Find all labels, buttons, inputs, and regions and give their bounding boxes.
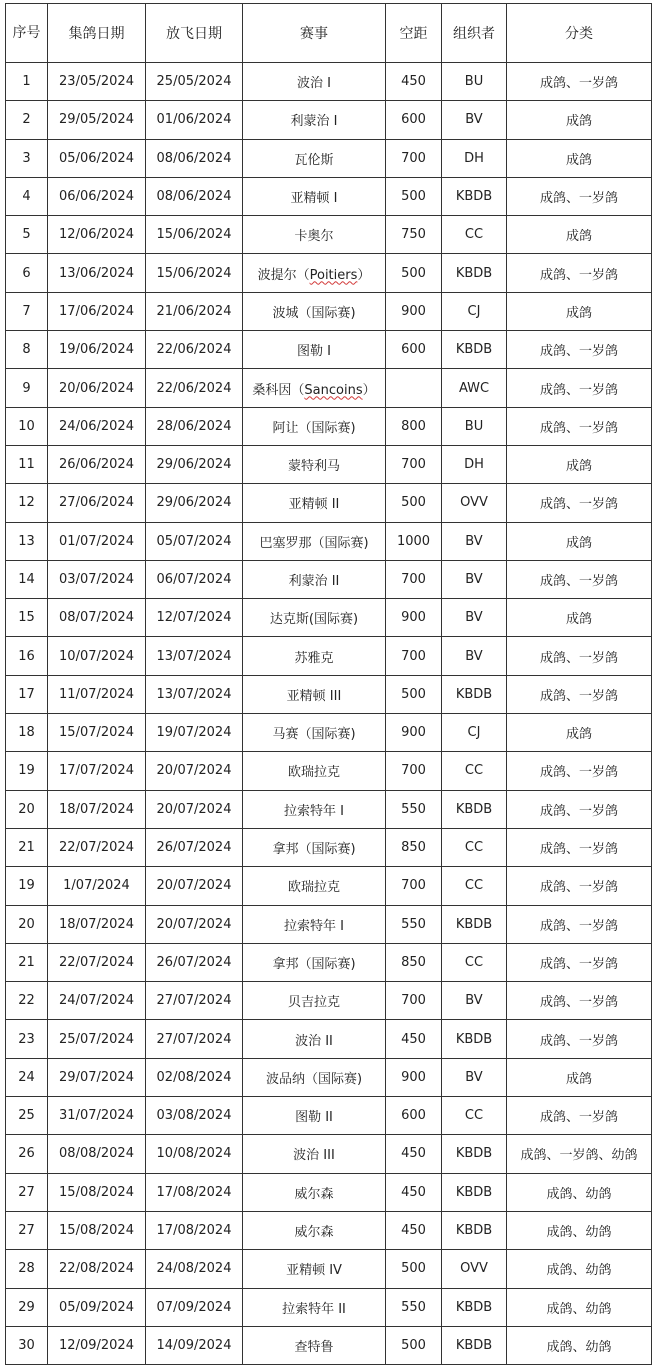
seq-cell: 10 [6, 407, 48, 445]
race-name-cell: 亚精顿 II [243, 484, 386, 522]
release-date-cell: 19/07/2024 [146, 714, 243, 752]
organizer-cell: BV [442, 599, 507, 637]
distance-cell: 850 [386, 828, 442, 866]
gather-date-cell: 03/07/2024 [48, 560, 146, 598]
table-row [6, 1020, 652, 1058]
distance-cell: 600 [386, 1097, 442, 1135]
table-row [6, 331, 652, 369]
distance-cell: 450 [386, 1173, 442, 1211]
gather-date-cell: 31/07/2024 [48, 1097, 146, 1135]
organizer-cell: BV [442, 637, 507, 675]
release-date-cell: 28/06/2024 [146, 407, 243, 445]
seq-cell: 22 [6, 982, 48, 1020]
organizer-cell: BU [442, 407, 507, 445]
gather-date-cell: 29/05/2024 [48, 101, 146, 139]
seq-cell: 20 [6, 905, 48, 943]
table-row [6, 752, 652, 790]
race-name-cell: 蒙特利马 [243, 445, 386, 483]
organizer-cell: OVV [442, 1250, 507, 1288]
category-cell: 成鸽、一岁鸽 [507, 407, 652, 445]
category-cell: 成鸽、一岁鸽 [507, 560, 652, 598]
table-row [6, 177, 652, 215]
header-row [6, 4, 652, 63]
race-name-cell: 拉索特年 II [243, 1288, 386, 1326]
distance-cell: 700 [386, 867, 442, 905]
table-row [6, 445, 652, 483]
gather-date-cell: 10/07/2024 [48, 637, 146, 675]
organizer-cell: KBDB [442, 905, 507, 943]
seq-cell: 21 [6, 828, 48, 866]
seq-cell: 1 [6, 63, 48, 101]
table-row [6, 522, 652, 560]
release-date-cell: 20/07/2024 [146, 790, 243, 828]
latin-name-text: Sancoins [304, 382, 363, 398]
seq-cell: 17 [6, 675, 48, 713]
race-name-cell: 拉索特年 I [243, 905, 386, 943]
gather-date-cell: 11/07/2024 [48, 675, 146, 713]
release-date-cell: 25/05/2024 [146, 63, 243, 101]
category-cell: 成鸽、幼鸽 [507, 1326, 652, 1364]
category-cell: 成鸽、一岁鸽 [507, 1020, 652, 1058]
race-name-cell: 亚精顿 IV [243, 1250, 386, 1288]
organizer-cell: CC [442, 752, 507, 790]
table-row [6, 982, 652, 1020]
header-seq: 序号 [6, 4, 48, 63]
organizer-cell: CC [442, 828, 507, 866]
gather-date-cell: 15/08/2024 [48, 1173, 146, 1211]
header-organizer: 组织者 [442, 4, 507, 63]
header-category: 分类 [507, 4, 652, 63]
gather-date-cell: 06/06/2024 [48, 177, 146, 215]
race-name-cell: 卡奥尔 [243, 216, 386, 254]
seq-cell: 26 [6, 1135, 48, 1173]
race-name-cell: 阿让（国际赛) [243, 407, 386, 445]
release-date-cell: 22/06/2024 [146, 331, 243, 369]
distance-cell: 550 [386, 790, 442, 828]
organizer-cell: CJ [442, 714, 507, 752]
category-cell: 成鸽、一岁鸽 [507, 1097, 652, 1135]
distance-cell: 500 [386, 484, 442, 522]
organizer-cell: KBDB [442, 177, 507, 215]
table-row [6, 675, 652, 713]
organizer-cell: KBDB [442, 1173, 507, 1211]
release-date-cell: 05/07/2024 [146, 522, 243, 560]
release-date-cell: 06/07/2024 [146, 560, 243, 598]
seq-cell: 28 [6, 1250, 48, 1288]
seq-cell: 2 [6, 101, 48, 139]
header-distance: 空距 [386, 4, 442, 63]
seq-cell: 7 [6, 292, 48, 330]
category-cell: 成鸽、一岁鸽 [507, 905, 652, 943]
table-row [6, 1173, 652, 1211]
organizer-cell: AWC [442, 369, 507, 407]
distance-cell: 600 [386, 101, 442, 139]
gather-date-cell: 22/07/2024 [48, 943, 146, 981]
table-row [6, 714, 652, 752]
table-row [6, 369, 652, 407]
race-name-cell: 图勒 II [243, 1097, 386, 1135]
release-date-cell: 20/07/2024 [146, 752, 243, 790]
table-row [6, 828, 652, 866]
gather-date-cell: 19/06/2024 [48, 331, 146, 369]
organizer-cell: KBDB [442, 1326, 507, 1364]
table-row [6, 560, 652, 598]
race-name-cell: 利蒙治 II [243, 560, 386, 598]
category-cell: 成鸽、一岁鸽 [507, 637, 652, 675]
release-date-cell: 15/06/2024 [146, 254, 243, 292]
organizer-cell: BV [442, 982, 507, 1020]
table-row [6, 63, 652, 101]
race-name-cell: 苏雅克 [243, 637, 386, 675]
category-cell: 成鸽、一岁鸽 [507, 943, 652, 981]
header-release-date: 放飞日期 [146, 4, 243, 63]
seq-cell: 24 [6, 1058, 48, 1096]
organizer-cell: CC [442, 867, 507, 905]
race-name-cell: 马赛（国际赛) [243, 714, 386, 752]
table-row [6, 867, 652, 905]
gather-date-cell: 05/06/2024 [48, 139, 146, 177]
release-date-cell: 07/09/2024 [146, 1288, 243, 1326]
seq-cell: 21 [6, 943, 48, 981]
release-date-cell: 22/06/2024 [146, 369, 243, 407]
distance-cell: 500 [386, 1250, 442, 1288]
gather-date-cell: 01/07/2024 [48, 522, 146, 560]
table-row [6, 101, 652, 139]
distance-cell: 700 [386, 752, 442, 790]
seq-cell: 25 [6, 1097, 48, 1135]
seq-cell: 27 [6, 1173, 48, 1211]
release-date-cell: 08/06/2024 [146, 177, 243, 215]
release-date-cell: 12/07/2024 [146, 599, 243, 637]
race-name-cell: 欧瑞拉克 [243, 867, 386, 905]
organizer-cell: KBDB [442, 1211, 507, 1249]
release-date-cell: 10/08/2024 [146, 1135, 243, 1173]
gather-date-cell: 12/09/2024 [48, 1326, 146, 1364]
seq-cell: 23 [6, 1020, 48, 1058]
race-name-cell: 巴塞罗那（国际赛) [243, 522, 386, 560]
release-date-cell: 13/07/2024 [146, 675, 243, 713]
race-name-cell: 贝吉拉克 [243, 982, 386, 1020]
release-date-cell: 03/08/2024 [146, 1097, 243, 1135]
seq-cell: 3 [6, 139, 48, 177]
organizer-cell: KBDB [442, 331, 507, 369]
release-date-cell: 21/06/2024 [146, 292, 243, 330]
gather-date-cell: 18/07/2024 [48, 905, 146, 943]
race-name-cell: 拿邦（国际赛) [243, 943, 386, 981]
race-name-cell: 达克斯(国际赛) [243, 599, 386, 637]
distance-cell: 450 [386, 1020, 442, 1058]
category-cell: 成鸽、一岁鸽 [507, 867, 652, 905]
category-cell: 成鸽 [507, 714, 652, 752]
category-cell: 成鸽、一岁鸽 [507, 331, 652, 369]
latin-name-text: Poitiers [309, 267, 358, 283]
gather-date-cell: 08/08/2024 [48, 1135, 146, 1173]
category-cell: 成鸽、一岁鸽 [507, 982, 652, 1020]
race-name-cell: 瓦伦斯 [243, 139, 386, 177]
distance-cell: 900 [386, 714, 442, 752]
seq-cell: 11 [6, 445, 48, 483]
table-row [6, 599, 652, 637]
seq-cell: 6 [6, 254, 48, 292]
release-date-cell: 20/07/2024 [146, 867, 243, 905]
release-date-cell: 27/07/2024 [146, 1020, 243, 1058]
distance-cell: 700 [386, 139, 442, 177]
race-name-cell: 波治 I [243, 63, 386, 101]
release-date-cell: 02/08/2024 [146, 1058, 243, 1096]
distance-cell: 500 [386, 254, 442, 292]
seq-cell: 27 [6, 1211, 48, 1249]
category-cell: 成鸽、一岁鸽 [507, 177, 652, 215]
race-schedule-table [5, 3, 652, 1365]
release-date-cell: 01/06/2024 [146, 101, 243, 139]
seq-cell: 5 [6, 216, 48, 254]
category-cell: 成鸽、一岁鸽 [507, 63, 652, 101]
table-row [6, 905, 652, 943]
race-name-cell: 亚精顿 I [243, 177, 386, 215]
organizer-cell: KBDB [442, 790, 507, 828]
gather-date-cell: 26/06/2024 [48, 445, 146, 483]
category-cell: 成鸽、一岁鸽 [507, 790, 652, 828]
category-cell: 成鸽 [507, 599, 652, 637]
race-name-cell: 亚精顿 III [243, 675, 386, 713]
table-row [6, 1058, 652, 1096]
category-cell: 成鸽 [507, 292, 652, 330]
table-row [6, 139, 652, 177]
gather-date-cell: 23/05/2024 [48, 63, 146, 101]
category-cell: 成鸽 [507, 139, 652, 177]
category-cell: 成鸽 [507, 216, 652, 254]
gather-date-cell: 15/08/2024 [48, 1211, 146, 1249]
gather-date-cell: 15/07/2024 [48, 714, 146, 752]
seq-cell: 29 [6, 1288, 48, 1326]
organizer-cell: KBDB [442, 1020, 507, 1058]
table-row [6, 1250, 652, 1288]
table-row [6, 1097, 652, 1135]
table-row [6, 484, 652, 522]
race-name-cell: 图勒 I [243, 331, 386, 369]
seq-cell: 13 [6, 522, 48, 560]
organizer-cell: CJ [442, 292, 507, 330]
distance-cell: 550 [386, 905, 442, 943]
seq-cell: 19 [6, 752, 48, 790]
seq-cell: 19 [6, 867, 48, 905]
category-cell: 成鸽 [507, 522, 652, 560]
organizer-cell: BV [442, 560, 507, 598]
category-cell: 成鸽 [507, 101, 652, 139]
gather-date-cell: 1/07/2024 [48, 867, 146, 905]
gather-date-cell: 27/06/2024 [48, 484, 146, 522]
table-row [6, 292, 652, 330]
table-row [6, 1326, 652, 1364]
seq-cell: 30 [6, 1326, 48, 1364]
table-row [6, 1288, 652, 1326]
race-name-cell: 波治 II [243, 1020, 386, 1058]
seq-cell: 8 [6, 331, 48, 369]
race-name-cell: 欧瑞拉克 [243, 752, 386, 790]
release-date-cell: 29/06/2024 [146, 484, 243, 522]
distance-cell: 550 [386, 1288, 442, 1326]
table-row [6, 1211, 652, 1249]
race-name-cell: 利蒙治 I [243, 101, 386, 139]
gather-date-cell: 20/06/2024 [48, 369, 146, 407]
race-name-cell: 波品纳（国际赛) [243, 1058, 386, 1096]
organizer-cell: DH [442, 445, 507, 483]
release-date-cell: 17/08/2024 [146, 1211, 243, 1249]
table-row [6, 637, 652, 675]
category-cell: 成鸽、一岁鸽 [507, 484, 652, 522]
category-cell: 成鸽、一岁鸽 [507, 254, 652, 292]
distance-cell: 500 [386, 177, 442, 215]
gather-date-cell: 12/06/2024 [48, 216, 146, 254]
category-cell: 成鸽 [507, 445, 652, 483]
distance-cell: 850 [386, 943, 442, 981]
category-cell: 成鸽、一岁鸽 [507, 752, 652, 790]
organizer-cell: BV [442, 1058, 507, 1096]
distance-cell: 800 [386, 407, 442, 445]
race-name-cell: 查特鲁 [243, 1326, 386, 1364]
release-date-cell: 14/09/2024 [146, 1326, 243, 1364]
category-cell: 成鸽、一岁鸽 [507, 675, 652, 713]
distance-cell: 500 [386, 675, 442, 713]
distance-cell: 900 [386, 599, 442, 637]
seq-cell: 16 [6, 637, 48, 675]
category-cell: 成鸽、幼鸽 [507, 1173, 652, 1211]
table-row [6, 254, 652, 292]
distance-cell: 450 [386, 63, 442, 101]
distance-cell: 900 [386, 292, 442, 330]
organizer-cell: KBDB [442, 254, 507, 292]
release-date-cell: 15/06/2024 [146, 216, 243, 254]
release-date-cell: 17/08/2024 [146, 1173, 243, 1211]
organizer-cell: BV [442, 522, 507, 560]
gather-date-cell: 17/07/2024 [48, 752, 146, 790]
gather-date-cell: 25/07/2024 [48, 1020, 146, 1058]
category-cell: 成鸽、一岁鸽 [507, 369, 652, 407]
organizer-cell: BU [442, 63, 507, 101]
gather-date-cell: 17/06/2024 [48, 292, 146, 330]
seq-cell: 12 [6, 484, 48, 522]
gather-date-cell: 05/09/2024 [48, 1288, 146, 1326]
race-name-cell: 拿邦（国际赛) [243, 828, 386, 866]
table-row [6, 943, 652, 981]
organizer-cell: CC [442, 216, 507, 254]
organizer-cell: CC [442, 943, 507, 981]
race-name-cell: 威尔森 [243, 1211, 386, 1249]
release-date-cell: 13/07/2024 [146, 637, 243, 675]
race-name-cell: 威尔森 [243, 1173, 386, 1211]
category-cell: 成鸽、幼鸽 [507, 1250, 652, 1288]
category-cell: 成鸽、一岁鸽、幼鸽 [507, 1135, 652, 1173]
distance-cell: 450 [386, 1135, 442, 1173]
race-name-cell: 波城（国际赛) [243, 292, 386, 330]
category-cell: 成鸽、幼鸽 [507, 1288, 652, 1326]
release-date-cell: 29/06/2024 [146, 445, 243, 483]
distance-cell: 450 [386, 1211, 442, 1249]
release-date-cell: 26/07/2024 [146, 828, 243, 866]
category-cell: 成鸽、幼鸽 [507, 1211, 652, 1249]
seq-cell: 4 [6, 177, 48, 215]
header-gather-date: 集鸽日期 [48, 4, 146, 63]
distance-cell: 500 [386, 1326, 442, 1364]
distance-cell: 700 [386, 445, 442, 483]
table-row [6, 407, 652, 445]
release-date-cell: 27/07/2024 [146, 982, 243, 1020]
distance-cell: 750 [386, 216, 442, 254]
release-date-cell: 08/06/2024 [146, 139, 243, 177]
distance-cell [386, 369, 442, 407]
seq-cell: 20 [6, 790, 48, 828]
gather-date-cell: 24/06/2024 [48, 407, 146, 445]
category-cell: 成鸽、一岁鸽 [507, 828, 652, 866]
organizer-cell: OVV [442, 484, 507, 522]
gather-date-cell: 29/07/2024 [48, 1058, 146, 1096]
organizer-cell: KBDB [442, 675, 507, 713]
race-name-cell: 波治 III [243, 1135, 386, 1173]
table-row [6, 1135, 652, 1173]
race-name-cell: 波提尔（Poitiers） [243, 254, 386, 292]
distance-cell: 1000 [386, 522, 442, 560]
release-date-cell: 20/07/2024 [146, 905, 243, 943]
organizer-cell: KBDB [442, 1288, 507, 1326]
table-row [6, 216, 652, 254]
distance-cell: 700 [386, 560, 442, 598]
release-date-cell: 26/07/2024 [146, 943, 243, 981]
race-name-cell: 拉索特年 I [243, 790, 386, 828]
distance-cell: 700 [386, 637, 442, 675]
seq-cell: 18 [6, 714, 48, 752]
distance-cell: 900 [386, 1058, 442, 1096]
distance-cell: 700 [386, 982, 442, 1020]
organizer-cell: CC [442, 1097, 507, 1135]
organizer-cell: BV [442, 101, 507, 139]
gather-date-cell: 24/07/2024 [48, 982, 146, 1020]
table-row [6, 790, 652, 828]
seq-cell: 15 [6, 599, 48, 637]
seq-cell: 14 [6, 560, 48, 598]
distance-cell: 600 [386, 331, 442, 369]
race-name-cell: 桑科因（Sancoins） [243, 369, 386, 407]
gather-date-cell: 22/07/2024 [48, 828, 146, 866]
gather-date-cell: 08/07/2024 [48, 599, 146, 637]
release-date-cell: 24/08/2024 [146, 1250, 243, 1288]
category-cell: 成鸽 [507, 1058, 652, 1096]
organizer-cell: KBDB [442, 1135, 507, 1173]
organizer-cell: DH [442, 139, 507, 177]
gather-date-cell: 22/08/2024 [48, 1250, 146, 1288]
gather-date-cell: 18/07/2024 [48, 790, 146, 828]
gather-date-cell: 13/06/2024 [48, 254, 146, 292]
seq-cell: 9 [6, 369, 48, 407]
header-race: 赛事 [243, 4, 386, 63]
